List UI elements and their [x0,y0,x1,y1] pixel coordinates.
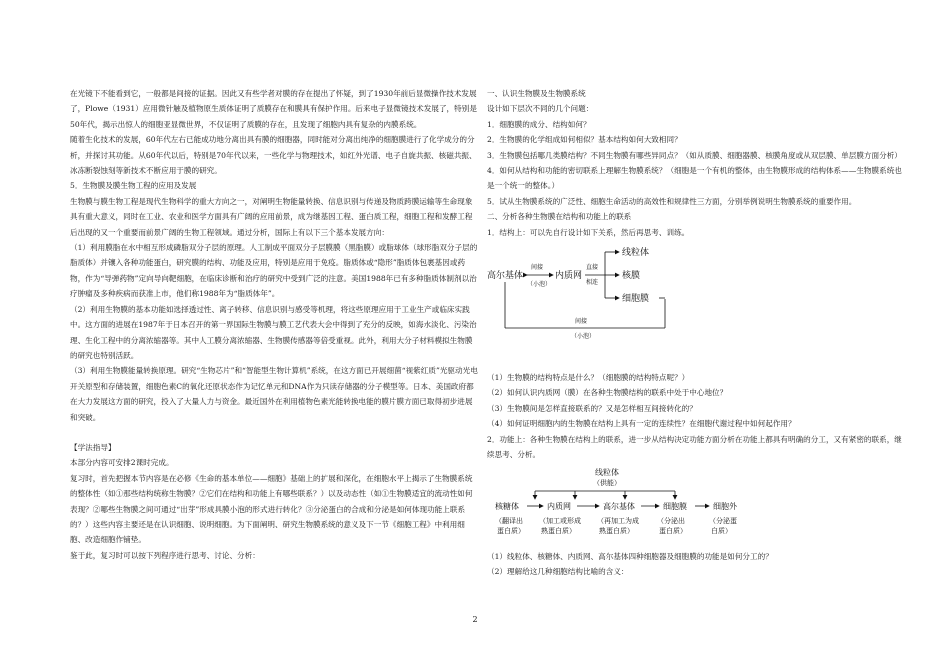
mito-sub-label: （供能） [593,478,621,487]
caption: （加工或形成 [539,516,581,525]
right-column [487,86,905,579]
paragraph: 设计如下层次不同的几个问题： [487,104,594,114]
question: （2）理解给这几种细胞结构比喻的含义： [487,566,629,576]
bottom-indirect-label: 间接 [575,318,588,326]
left-column [70,86,478,563]
page-number: 2 [472,615,478,624]
question: 5．试从生物膜系统的广泛性、细胞生命活动的高效性和规律性三方面，分别举例说明生物膜系统的重要作用。 [487,196,857,206]
caption: 熟蛋白质） [599,526,634,535]
question: 1．细胞膜的成分、结构如何？ [487,119,591,129]
caption: 白质） [711,526,732,535]
paragraph: 随着生化技术的发展，60年代左右已能成功地分离出具有膜的细胞器，同时能对分离出纯净的细胞膜进行了化学成分的分析，并探讨其功能。从60年代以后，特别是70年代以来，一些化学与物理技术，如红外光谱、电子自旋共振、核磁共振、冰冻断裂蚀刻等新技术不断应用于膜的研究。 [70,135,477,176]
question: 2．生物膜的化学组成如何相似？基本结构如何大致相同？ [487,135,682,145]
caption: （再加工为成 [597,516,639,525]
paragraph: 鉴于此，复习时可以按下列程序进行思考、讨论、分析： [70,550,260,560]
paragraph: 复习时，首先把握本节内容是在必修《生命的基本单位——细胞》基础上的扩展和深化，在细胞水平上揭示了生物膜系统的整体性（如①那些结构统称生物膜？②它们在结构和功能上有哪些联系？）以及动态性（如①生物膜适宜的流动性如何表现？②哪些生物膜之间可通过“出芽”形成具膜小泡的形式进行转化？③分泌蛋白的合成和分泌是如何体现功能上联系的？）这些内容主要还是在认识细胞、说明细胞。为下面阐明、研究生物膜系统的意义及下一节《细胞工程》中利用细胞、改造细胞作铺垫。 [70,473,473,545]
question: 3．生物膜包括哪几类膜结构？不同生物膜有哪些异同点？（如从质膜、细胞器膜、核膜角度或从双层膜、单层膜方面分析） [487,150,902,160]
paragraph: （1）利用膜脂在水中相互形成磷脂双分子层的原理。人工制成平面双分子层膜膜（黑脂膜）或脂球体（球形脂双分子层的脂质体）并镶入各种功能蛋白，研究膜的结构、功能及应用，特别是应用于免疫。脂质体或“隐形”脂质体包裹基因或药物，作为“导弹药物”定向导向靶细胞，在临床诊断和治疗的研究中受到广泛的注意。美国1988年已有多种脂质体制剂以治疗肿瘤及多种疾病而获准上市，他们称1988年为“脂质体年”。 [70,243,478,299]
caption: （分泌蛋 [709,516,737,525]
pm-label: 细胞膜 [622,294,650,305]
paragraph: （3）利用生物膜能量转换原理。研究“生物芯片”和“智能型生物计算机”系统，在这方面已开展细菌“视紫红质”光驱动光电开关原型和存储装置，细胞色素C的氧化还原状态作为记忆单元和DNA作为只读存储器的分子模型等。日本、美国政府都在大力发展这方面的研究，投入了大量人力与资金。最近国外在利用植物色素光能转换电能的膜片膜方面已取得初步进展和突破。 [70,366,478,422]
paragraph: （2）利用生物膜的基本功能如选择透过性、离子转移、信息识别与感受等机理，将这些原理应用于工业生产或临床实践中。这方面的进展在1987年于日本召开的第一界国际生物膜与膜工艺代表大会中得到了充分的反映，如海水淡化、污染治理、生化工程中的分离浓缩器等。其中人工膜分离浓缩器、生物膜传感器等倍受重视。此外，利用大分子材料模拟生物膜的研究也特别活跃。 [70,304,477,360]
question: （2）如何认识内质网（膜）在各种生物膜结构的联系中处于中心地位？ [487,388,728,398]
golgi-label: 高尔基体 [487,271,524,282]
question: （1）生物膜的结构特点是什么？（细胞膜的结构特点呢？） [487,373,690,383]
caption: 熟蛋白质） [541,526,576,535]
paragraph: 2．功能上：各种生物膜在结构上的联系，进一步从结构决定功能方面分析在功能上都具有明确的分工，又有紧密的联系，继续思考、分析。 [487,434,902,460]
function-relation-diagram [495,467,775,543]
indirect-label: 间接 [531,264,544,272]
out-label: 细胞外 [713,501,737,511]
caption: （翻译出 [495,516,523,525]
caption: 蛋白质） [497,526,525,535]
guide-title: 【学法指导】 [70,442,116,452]
structure-relation-diagram [487,244,727,364]
er-label: 内质网 [547,501,571,511]
er-label: 内质网 [555,271,583,282]
paragraph: 在光镜下不能看到它，一般都是间接的证据。因此又有些学者对膜的存在提出了怀疑，到了1930年前后显微操作技术发展了，Plowe（1931）应用微针触及植物原生质体证明了质膜存在和膜具有保护作用。后来电子显微镜技术发展了，特别是50年代，揭示出惊人的细胞亚显微世界，不仅证明了质膜的存在，且发现了细胞内具有复杂的内膜系统。 [70,89,477,129]
question: （3）生物膜间是怎样直接联系的？又是怎样相互间接转化的？ [487,403,697,413]
nuclear-label: 核膜 [622,271,641,282]
ribosome-label: 核糖体 [495,501,519,511]
mito-label: 线粒体 [595,467,619,477]
question: （4）如何证明细胞内的生物膜在结构上具有一定的连续性？在细胞代谢过程中如何起作用？ [487,419,796,429]
paragraph: 生物膜与膜生物工程是现代生物科学的重大方向之一，对阐明生物能量转换、信息识别与传递及物质跨膜运输等生命现象具有重大意义，同时在工业、农业和医学方面具有广阔的应用前景，成为继基因工程、蛋白质工程，细胞工程和发酵工程后出现的又一个重要而前景广阔的生物工程领域。通过分析，国际上有以下三个基本发展方向： [70,196,473,237]
section-heading: 二、分析各种生物膜在结构和功能上的联系 [487,212,632,222]
paragraph: 1．结构上：可以先自行设计如下关系，然后再思考、训练。 [487,227,690,237]
section-heading: 一、认识生物膜及生物膜系统 [487,89,586,98]
pm-label: 细胞膜 [663,501,687,511]
mito-label: 线粒体 [622,248,650,259]
connected-label: 相连 [586,279,599,287]
golgi-label: 高尔基体 [603,501,635,511]
vesicle-label: （小泡） [527,281,552,289]
question: 4．如何从结构和功能的密切联系上理解生物膜系统？（细胞是一个有机的整体，由生物膜形成的结构体系——生物膜系统也是一个统一的整体。） [487,166,902,191]
caption: （分泌出 [657,516,685,525]
question: （1）线粒体、核糖体、内质网、高尔基体四种细胞器及细胞膜的功能是如何分工的？ [487,551,773,561]
direct-label: 直接 [586,264,599,272]
bottom-vesicle-label: （小泡） [571,333,596,341]
paragraph: 本部分内容可安排2课时完成。 [70,458,174,468]
section-heading: 5．生物膜及膜生物工程的应用及发展 [70,181,197,191]
caption: 蛋白质） [659,526,687,535]
